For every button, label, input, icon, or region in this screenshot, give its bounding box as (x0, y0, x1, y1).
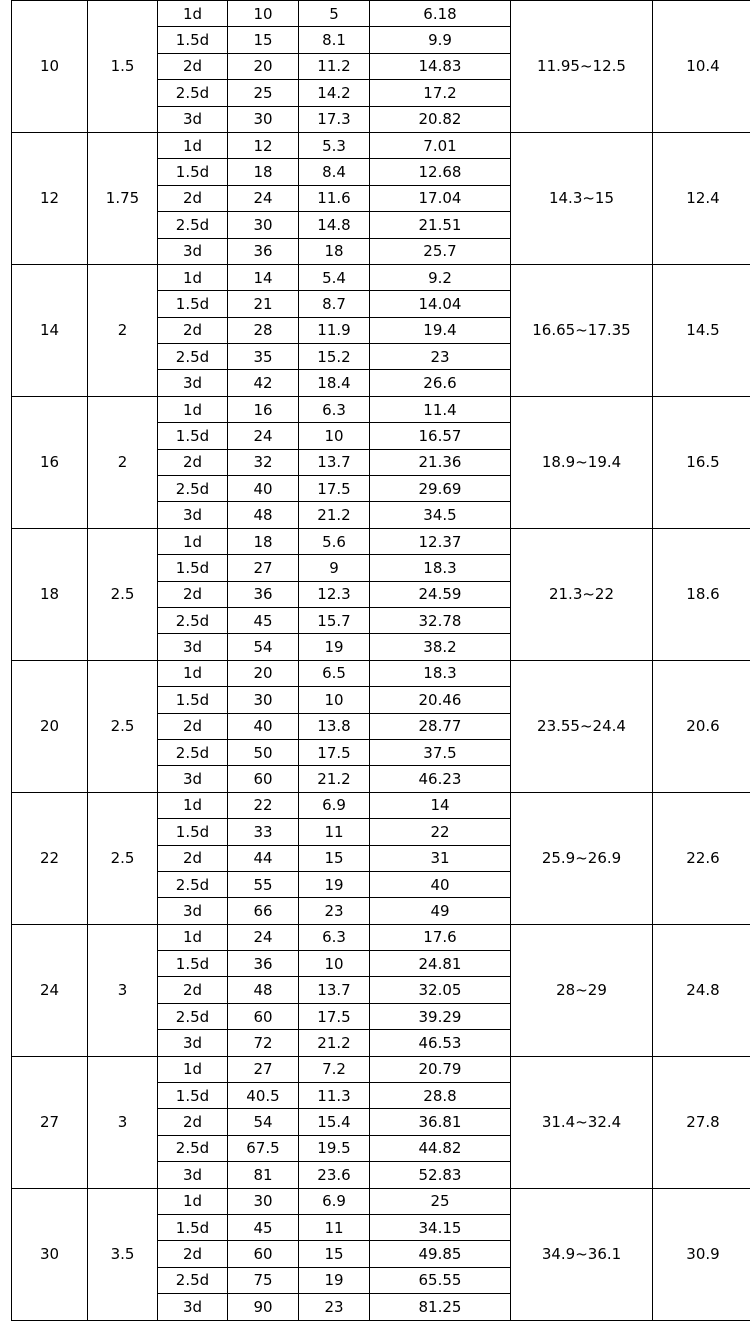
depth-multiplier-cell: 3d (158, 238, 228, 264)
depth-cell: 44 (228, 845, 299, 871)
value-a-cell: 15 (299, 1241, 370, 1267)
value-a-cell: 21.2 (299, 502, 370, 528)
value-b-cell: 25.7 (370, 238, 511, 264)
value-b-cell: 12.37 (370, 528, 511, 554)
depth-cell: 50 (228, 739, 299, 765)
pitch-cell: 1.75 (88, 132, 158, 264)
depth-cell: 90 (228, 1294, 299, 1320)
value-a-cell: 14.2 (299, 80, 370, 106)
depth-multiplier-cell: 3d (158, 502, 228, 528)
depth-cell: 48 (228, 502, 299, 528)
depth-cell: 67.5 (228, 1135, 299, 1161)
depth-cell: 54 (228, 634, 299, 660)
depth-cell: 66 (228, 898, 299, 924)
value-a-cell: 11 (299, 1214, 370, 1240)
depth-cell: 40.5 (228, 1083, 299, 1109)
range-cell: 23.55~24.4 (511, 660, 653, 792)
depth-cell: 60 (228, 1241, 299, 1267)
depth-multiplier-cell: 3d (158, 1162, 228, 1188)
depth-cell: 42 (228, 370, 299, 396)
depth-multiplier-cell: 2.5d (158, 1135, 228, 1161)
depth-multiplier-cell: 1d (158, 1, 228, 27)
depth-multiplier-cell: 3d (158, 1030, 228, 1056)
range-cell: 11.95~12.5 (511, 1, 653, 133)
value-a-cell: 15 (299, 845, 370, 871)
value-b-cell: 28.77 (370, 713, 511, 739)
depth-multiplier-cell: 3d (158, 370, 228, 396)
pitch-cell: 3 (88, 924, 158, 1056)
depth-multiplier-cell: 2d (158, 977, 228, 1003)
depth-multiplier-cell: 1d (158, 792, 228, 818)
value-a-cell: 5 (299, 1, 370, 27)
pitch-cell: 1.5 (88, 1, 158, 133)
depth-multiplier-cell: 1d (158, 924, 228, 950)
depth-cell: 36 (228, 238, 299, 264)
table-row (12, 924, 750, 950)
depth-multiplier-cell: 2.5d (158, 476, 228, 502)
table-row (12, 396, 750, 422)
depth-cell: 54 (228, 1109, 299, 1135)
value-a-cell: 6.3 (299, 924, 370, 950)
depth-multiplier-cell: 1d (158, 660, 228, 686)
table-body (12, 1, 750, 1321)
value-a-cell: 10 (299, 423, 370, 449)
depth-cell: 32 (228, 449, 299, 475)
value-b-cell: 49 (370, 898, 511, 924)
value-a-cell: 5.6 (299, 528, 370, 554)
spec-value-cell: 22.6 (653, 792, 750, 924)
table-row (12, 528, 750, 554)
pitch-cell: 2 (88, 264, 158, 396)
value-a-cell: 19 (299, 634, 370, 660)
value-b-cell: 18.3 (370, 555, 511, 581)
depth-cell: 18 (228, 528, 299, 554)
depth-multiplier-cell: 2.5d (158, 739, 228, 765)
table-row (12, 792, 750, 818)
value-b-cell: 49.85 (370, 1241, 511, 1267)
depth-cell: 81 (228, 1162, 299, 1188)
value-b-cell: 9.9 (370, 27, 511, 53)
value-b-cell: 20.82 (370, 106, 511, 132)
spec-value-cell: 16.5 (653, 396, 750, 528)
value-a-cell: 21.2 (299, 1030, 370, 1056)
depth-multiplier-cell: 2d (158, 449, 228, 475)
value-a-cell: 5.3 (299, 132, 370, 158)
range-cell: 28~29 (511, 924, 653, 1056)
depth-multiplier-cell: 1d (158, 1188, 228, 1214)
value-a-cell: 19 (299, 871, 370, 897)
value-a-cell: 13.7 (299, 977, 370, 1003)
size-cell: 24 (12, 924, 88, 1056)
table-row (12, 132, 750, 158)
size-cell: 16 (12, 396, 88, 528)
value-b-cell: 20.79 (370, 1056, 511, 1082)
value-b-cell: 17.6 (370, 924, 511, 950)
size-cell: 10 (12, 1, 88, 133)
pitch-cell: 3.5 (88, 1188, 158, 1320)
depth-cell: 72 (228, 1030, 299, 1056)
size-cell: 12 (12, 132, 88, 264)
pitch-cell: 2 (88, 396, 158, 528)
pitch-cell: 2.5 (88, 660, 158, 792)
value-a-cell: 11 (299, 819, 370, 845)
depth-cell: 30 (228, 106, 299, 132)
depth-cell: 55 (228, 871, 299, 897)
depth-multiplier-cell: 3d (158, 898, 228, 924)
value-a-cell: 5.4 (299, 264, 370, 290)
depth-multiplier-cell: 2.5d (158, 871, 228, 897)
spec-value-cell: 27.8 (653, 1056, 750, 1188)
value-a-cell: 6.9 (299, 792, 370, 818)
depth-multiplier-cell: 3d (158, 1294, 228, 1320)
depth-cell: 10 (228, 1, 299, 27)
value-b-cell: 28.8 (370, 1083, 511, 1109)
value-a-cell: 6.3 (299, 396, 370, 422)
depth-multiplier-cell: 1d (158, 264, 228, 290)
depth-multiplier-cell: 2.5d (158, 607, 228, 633)
depth-cell: 48 (228, 977, 299, 1003)
value-b-cell: 36.81 (370, 1109, 511, 1135)
value-a-cell: 7.2 (299, 1056, 370, 1082)
depth-cell: 12 (228, 132, 299, 158)
depth-cell: 22 (228, 792, 299, 818)
value-a-cell: 15.4 (299, 1109, 370, 1135)
size-cell: 22 (12, 792, 88, 924)
depth-multiplier-cell: 2d (158, 53, 228, 79)
depth-multiplier-cell: 1.5d (158, 819, 228, 845)
depth-cell: 36 (228, 581, 299, 607)
depth-cell: 40 (228, 476, 299, 502)
depth-multiplier-cell: 2.5d (158, 212, 228, 238)
value-b-cell: 39.29 (370, 1003, 511, 1029)
depth-cell: 30 (228, 687, 299, 713)
value-a-cell: 17.3 (299, 106, 370, 132)
depth-cell: 18 (228, 159, 299, 185)
depth-multiplier-cell: 2.5d (158, 344, 228, 370)
value-a-cell: 6.5 (299, 660, 370, 686)
value-a-cell: 17.5 (299, 476, 370, 502)
value-a-cell: 23 (299, 898, 370, 924)
value-b-cell: 44.82 (370, 1135, 511, 1161)
depth-cell: 30 (228, 212, 299, 238)
value-b-cell: 21.36 (370, 449, 511, 475)
depth-multiplier-cell: 1.5d (158, 159, 228, 185)
value-b-cell: 81.25 (370, 1294, 511, 1320)
depth-cell: 25 (228, 80, 299, 106)
spec-value-cell: 24.8 (653, 924, 750, 1056)
value-b-cell: 25 (370, 1188, 511, 1214)
range-cell: 14.3~15 (511, 132, 653, 264)
size-cell: 18 (12, 528, 88, 660)
value-a-cell: 6.9 (299, 1188, 370, 1214)
depth-cell: 33 (228, 819, 299, 845)
range-cell: 25.9~26.9 (511, 792, 653, 924)
value-a-cell: 23.6 (299, 1162, 370, 1188)
depth-multiplier-cell: 1.5d (158, 1214, 228, 1240)
value-b-cell: 32.05 (370, 977, 511, 1003)
depth-multiplier-cell: 2.5d (158, 80, 228, 106)
depth-multiplier-cell: 3d (158, 766, 228, 792)
value-a-cell: 10 (299, 951, 370, 977)
depth-multiplier-cell: 1.5d (158, 1083, 228, 1109)
value-b-cell: 26.6 (370, 370, 511, 396)
value-b-cell: 37.5 (370, 739, 511, 765)
depth-multiplier-cell: 2d (158, 1241, 228, 1267)
value-a-cell: 10 (299, 687, 370, 713)
depth-multiplier-cell: 1.5d (158, 27, 228, 53)
value-b-cell: 46.53 (370, 1030, 511, 1056)
depth-cell: 14 (228, 264, 299, 290)
value-b-cell: 65.55 (370, 1267, 511, 1293)
value-b-cell: 17.2 (370, 80, 511, 106)
depth-cell: 45 (228, 1214, 299, 1240)
depth-multiplier-cell: 1d (158, 528, 228, 554)
depth-multiplier-cell: 2d (158, 581, 228, 607)
value-a-cell: 18.4 (299, 370, 370, 396)
value-a-cell: 8.1 (299, 27, 370, 53)
value-b-cell: 23 (370, 344, 511, 370)
value-b-cell: 16.57 (370, 423, 511, 449)
depth-multiplier-cell: 3d (158, 634, 228, 660)
depth-multiplier-cell: 1.5d (158, 951, 228, 977)
depth-multiplier-cell: 1d (158, 1056, 228, 1082)
range-cell: 31.4~32.4 (511, 1056, 653, 1188)
depth-multiplier-cell: 1d (158, 396, 228, 422)
value-b-cell: 11.4 (370, 396, 511, 422)
depth-multiplier-cell: 3d (158, 106, 228, 132)
value-a-cell: 8.4 (299, 159, 370, 185)
value-b-cell: 7.01 (370, 132, 511, 158)
range-cell: 34.9~36.1 (511, 1188, 653, 1320)
depth-cell: 24 (228, 423, 299, 449)
value-b-cell: 34.5 (370, 502, 511, 528)
depth-multiplier-cell: 2d (158, 1109, 228, 1135)
depth-multiplier-cell: 2d (158, 185, 228, 211)
depth-multiplier-cell: 1d (158, 132, 228, 158)
pitch-cell: 3 (88, 1056, 158, 1188)
pitch-cell: 2.5 (88, 528, 158, 660)
depth-cell: 60 (228, 1003, 299, 1029)
range-cell: 18.9~19.4 (511, 396, 653, 528)
value-a-cell: 8.7 (299, 291, 370, 317)
table-row (12, 660, 750, 686)
value-a-cell: 21.2 (299, 766, 370, 792)
depth-cell: 40 (228, 713, 299, 739)
value-a-cell: 12.3 (299, 581, 370, 607)
value-b-cell: 29.69 (370, 476, 511, 502)
size-cell: 27 (12, 1056, 88, 1188)
depth-multiplier-cell: 2d (158, 845, 228, 871)
table-row (12, 264, 750, 290)
depth-multiplier-cell: 1.5d (158, 555, 228, 581)
value-b-cell: 24.81 (370, 951, 511, 977)
value-b-cell: 52.83 (370, 1162, 511, 1188)
depth-cell: 15 (228, 27, 299, 53)
table-row (12, 1188, 750, 1214)
depth-multiplier-cell: 2d (158, 713, 228, 739)
value-b-cell: 46.23 (370, 766, 511, 792)
depth-cell: 75 (228, 1267, 299, 1293)
value-b-cell: 22 (370, 819, 511, 845)
size-cell: 30 (12, 1188, 88, 1320)
depth-multiplier-cell: 2d (158, 317, 228, 343)
table-row (12, 1056, 750, 1082)
value-a-cell: 19.5 (299, 1135, 370, 1161)
value-b-cell: 38.2 (370, 634, 511, 660)
value-b-cell: 18.3 (370, 660, 511, 686)
value-b-cell: 12.68 (370, 159, 511, 185)
depth-multiplier-cell: 1.5d (158, 423, 228, 449)
value-a-cell: 11.9 (299, 317, 370, 343)
thread-spec-table (11, 0, 750, 1321)
value-a-cell: 17.5 (299, 1003, 370, 1029)
size-cell: 14 (12, 264, 88, 396)
range-cell: 21.3~22 (511, 528, 653, 660)
value-b-cell: 9.2 (370, 264, 511, 290)
value-b-cell: 34.15 (370, 1214, 511, 1240)
depth-cell: 36 (228, 951, 299, 977)
value-a-cell: 19 (299, 1267, 370, 1293)
size-cell: 20 (12, 660, 88, 792)
value-b-cell: 19.4 (370, 317, 511, 343)
table-row (12, 1, 750, 27)
depth-cell: 30 (228, 1188, 299, 1214)
pitch-cell: 2.5 (88, 792, 158, 924)
depth-cell: 24 (228, 924, 299, 950)
value-a-cell: 11.3 (299, 1083, 370, 1109)
depth-cell: 20 (228, 53, 299, 79)
spec-value-cell: 30.9 (653, 1188, 750, 1320)
value-b-cell: 14 (370, 792, 511, 818)
range-cell: 16.65~17.35 (511, 264, 653, 396)
value-a-cell: 18 (299, 238, 370, 264)
depth-cell: 16 (228, 396, 299, 422)
depth-cell: 21 (228, 291, 299, 317)
value-a-cell: 11.2 (299, 53, 370, 79)
depth-multiplier-cell: 1.5d (158, 291, 228, 317)
depth-cell: 20 (228, 660, 299, 686)
value-b-cell: 32.78 (370, 607, 511, 633)
value-b-cell: 14.83 (370, 53, 511, 79)
spec-value-cell: 20.6 (653, 660, 750, 792)
value-b-cell: 20.46 (370, 687, 511, 713)
depth-cell: 45 (228, 607, 299, 633)
depth-cell: 24 (228, 185, 299, 211)
value-a-cell: 13.8 (299, 713, 370, 739)
value-a-cell: 11.6 (299, 185, 370, 211)
value-a-cell: 23 (299, 1294, 370, 1320)
value-a-cell: 15.2 (299, 344, 370, 370)
value-a-cell: 17.5 (299, 739, 370, 765)
value-a-cell: 15.7 (299, 607, 370, 633)
value-b-cell: 17.04 (370, 185, 511, 211)
spec-value-cell: 12.4 (653, 132, 750, 264)
spec-value-cell: 18.6 (653, 528, 750, 660)
value-a-cell: 13.7 (299, 449, 370, 475)
value-b-cell: 40 (370, 871, 511, 897)
value-a-cell: 9 (299, 555, 370, 581)
depth-cell: 27 (228, 555, 299, 581)
depth-cell: 60 (228, 766, 299, 792)
depth-cell: 27 (228, 1056, 299, 1082)
value-a-cell: 14.8 (299, 212, 370, 238)
spec-value-cell: 14.5 (653, 264, 750, 396)
depth-multiplier-cell: 2.5d (158, 1003, 228, 1029)
value-b-cell: 14.04 (370, 291, 511, 317)
value-b-cell: 6.18 (370, 1, 511, 27)
depth-multiplier-cell: 2.5d (158, 1267, 228, 1293)
depth-multiplier-cell: 1.5d (158, 687, 228, 713)
value-b-cell: 24.59 (370, 581, 511, 607)
depth-cell: 28 (228, 317, 299, 343)
value-b-cell: 31 (370, 845, 511, 871)
value-b-cell: 21.51 (370, 212, 511, 238)
spec-value-cell: 10.4 (653, 1, 750, 133)
depth-cell: 35 (228, 344, 299, 370)
